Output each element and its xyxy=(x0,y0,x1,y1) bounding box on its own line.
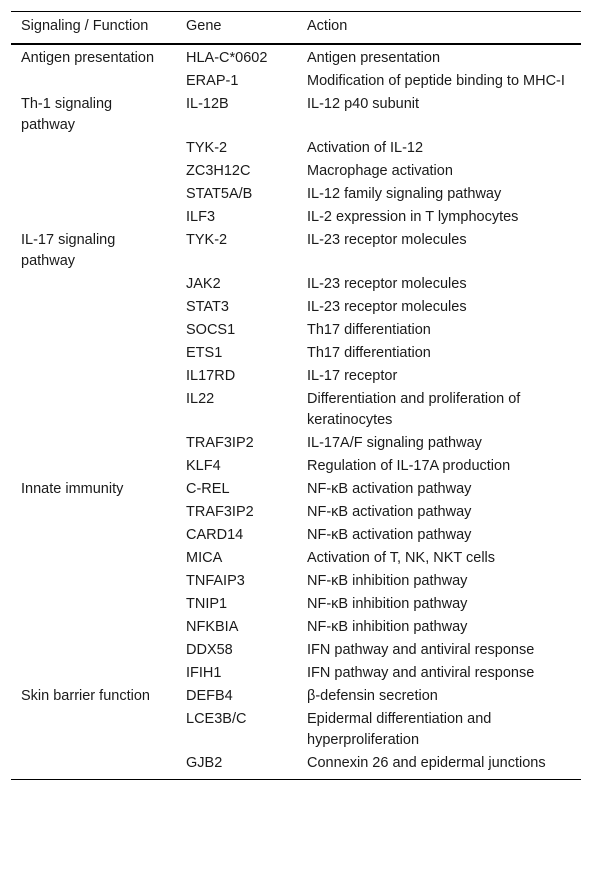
cell-gene: TNIP1 xyxy=(186,596,228,612)
table-row xyxy=(11,662,581,685)
cell-action: NF-κB activation pathway xyxy=(307,527,472,543)
cell-gene: DEFB4 xyxy=(186,688,233,704)
cell-action: Macrophage activation xyxy=(307,163,453,179)
cell-gene: STAT5A/B xyxy=(186,186,253,202)
table-row xyxy=(11,206,581,229)
header-gene: Gene xyxy=(186,18,222,34)
cell-action: IL-23 receptor molecules xyxy=(307,299,467,315)
header-signaling-function: Signaling / Function xyxy=(21,18,149,34)
table-row xyxy=(11,388,581,432)
cell-action: Activation of IL-12 xyxy=(307,140,424,156)
cell-function xyxy=(11,206,176,229)
cell-gene: ILF3 xyxy=(186,209,216,225)
table-row xyxy=(11,365,581,388)
cell-function xyxy=(11,296,176,319)
cell-gene: IL17RD xyxy=(186,368,236,384)
table-row xyxy=(11,70,581,93)
cell-function xyxy=(11,273,176,296)
cell-function: Th-1 signaling pathway xyxy=(21,96,113,133)
gene-function-table xyxy=(11,11,581,780)
table-row xyxy=(11,708,581,752)
cell-action: Activation of T, NK, NKT cells xyxy=(307,550,496,566)
cell-function xyxy=(11,570,176,593)
cell-gene: TRAF3IP2 xyxy=(186,435,254,451)
cell-function xyxy=(11,70,176,93)
table-row xyxy=(11,342,581,365)
table-row xyxy=(11,501,581,524)
cell-gene: IL-12B xyxy=(186,96,229,112)
cell-action: IFN pathway and antiviral response xyxy=(307,642,535,658)
table-row xyxy=(11,273,581,296)
cell-function xyxy=(11,752,176,780)
table-row xyxy=(11,319,581,342)
cell-gene: ETS1 xyxy=(186,345,223,361)
cell-action: IL-12 p40 subunit xyxy=(307,96,420,112)
cell-gene: TNFAIP3 xyxy=(186,573,245,589)
table-row xyxy=(11,752,581,780)
cell-gene: STAT3 xyxy=(186,299,229,315)
cell-gene: TRAF3IP2 xyxy=(186,504,254,520)
cell-action: Th17 differentiation xyxy=(307,322,431,338)
cell-action: NF-κB activation pathway xyxy=(307,481,472,497)
header-action: Action xyxy=(307,18,348,34)
cell-function xyxy=(11,524,176,547)
cell-function: Skin barrier function xyxy=(21,688,150,704)
cell-gene: JAK2 xyxy=(186,276,221,292)
cell-action: IL-12 family signaling pathway xyxy=(307,186,502,202)
table-row xyxy=(11,478,581,501)
table-row xyxy=(11,229,581,273)
cell-function xyxy=(11,708,176,752)
table-body xyxy=(11,44,581,780)
header-row xyxy=(11,12,581,45)
cell-gene: GJB2 xyxy=(186,755,223,771)
cell-function xyxy=(11,547,176,570)
cell-action: Differentiation and proliferation of keratinocytes xyxy=(307,391,521,428)
cell-function xyxy=(11,183,176,206)
cell-gene: KLF4 xyxy=(186,458,221,474)
cell-action: NF-κB inhibition pathway xyxy=(307,573,468,589)
cell-gene: CARD14 xyxy=(186,527,244,543)
cell-action: IL-17A/F signaling pathway xyxy=(307,435,482,451)
cell-function xyxy=(11,455,176,478)
table-row xyxy=(11,432,581,455)
table-header xyxy=(11,12,581,45)
table-row xyxy=(11,685,581,708)
cell-action: Antigen presentation xyxy=(307,50,441,66)
cell-function: Innate immunity xyxy=(21,481,124,497)
cell-action: IL-17 receptor xyxy=(307,368,398,384)
cell-action: Modification of peptide binding to MHC-I xyxy=(307,73,565,89)
cell-action: Connexin 26 and epidermal junctions xyxy=(307,755,546,771)
cell-function xyxy=(11,501,176,524)
cell-function xyxy=(11,432,176,455)
cell-action: Regulation of IL-17A production xyxy=(307,458,511,474)
table-row xyxy=(11,183,581,206)
table-row xyxy=(11,44,581,70)
cell-gene: NFKBIA xyxy=(186,619,239,635)
cell-gene: C-REL xyxy=(186,481,230,497)
cell-function: IL-17 signaling pathway xyxy=(21,232,116,269)
table-row xyxy=(11,639,581,662)
cell-function xyxy=(11,319,176,342)
cell-function xyxy=(11,342,176,365)
cell-action: IL-23 receptor molecules xyxy=(307,232,467,248)
cell-function: Antigen presentation xyxy=(21,50,155,66)
cell-function xyxy=(11,365,176,388)
cell-gene: TYK-2 xyxy=(186,140,228,156)
cell-gene: ERAP-1 xyxy=(186,73,239,89)
cell-gene: DDX58 xyxy=(186,642,233,658)
cell-action: IL-23 receptor molecules xyxy=(307,276,467,292)
table-row xyxy=(11,616,581,639)
table-row xyxy=(11,570,581,593)
table-row xyxy=(11,93,581,137)
cell-function xyxy=(11,160,176,183)
cell-function xyxy=(11,616,176,639)
cell-action: Epidermal differentiation and hyperproliferation xyxy=(307,711,492,748)
cell-gene: IL22 xyxy=(186,391,215,407)
cell-function xyxy=(11,388,176,432)
table-row xyxy=(11,296,581,319)
cell-action: NF-κB activation pathway xyxy=(307,504,472,520)
cell-gene: LCE3B/C xyxy=(186,711,247,727)
cell-gene: HLA-C*0602 xyxy=(186,50,268,66)
cell-function xyxy=(11,137,176,160)
cell-gene: IFIH1 xyxy=(186,665,222,681)
cell-gene: SOCS1 xyxy=(186,322,236,338)
cell-action: NF-κB inhibition pathway xyxy=(307,596,468,612)
table-row xyxy=(11,455,581,478)
cell-function xyxy=(11,662,176,685)
cell-action: IFN pathway and antiviral response xyxy=(307,665,535,681)
table-row xyxy=(11,547,581,570)
table-row xyxy=(11,137,581,160)
cell-function xyxy=(11,639,176,662)
cell-action: NF-κB inhibition pathway xyxy=(307,619,468,635)
cell-action: β-defensin secretion xyxy=(307,688,438,704)
cell-gene: MICA xyxy=(186,550,223,566)
cell-action: Th17 differentiation xyxy=(307,345,431,361)
table-row xyxy=(11,593,581,616)
cell-function xyxy=(11,593,176,616)
cell-action: IL-2 expression in T lymphocytes xyxy=(307,209,519,225)
cell-gene: ZC3H12C xyxy=(186,163,251,179)
table-row xyxy=(11,160,581,183)
table-row xyxy=(11,524,581,547)
cell-gene: TYK-2 xyxy=(186,232,228,248)
